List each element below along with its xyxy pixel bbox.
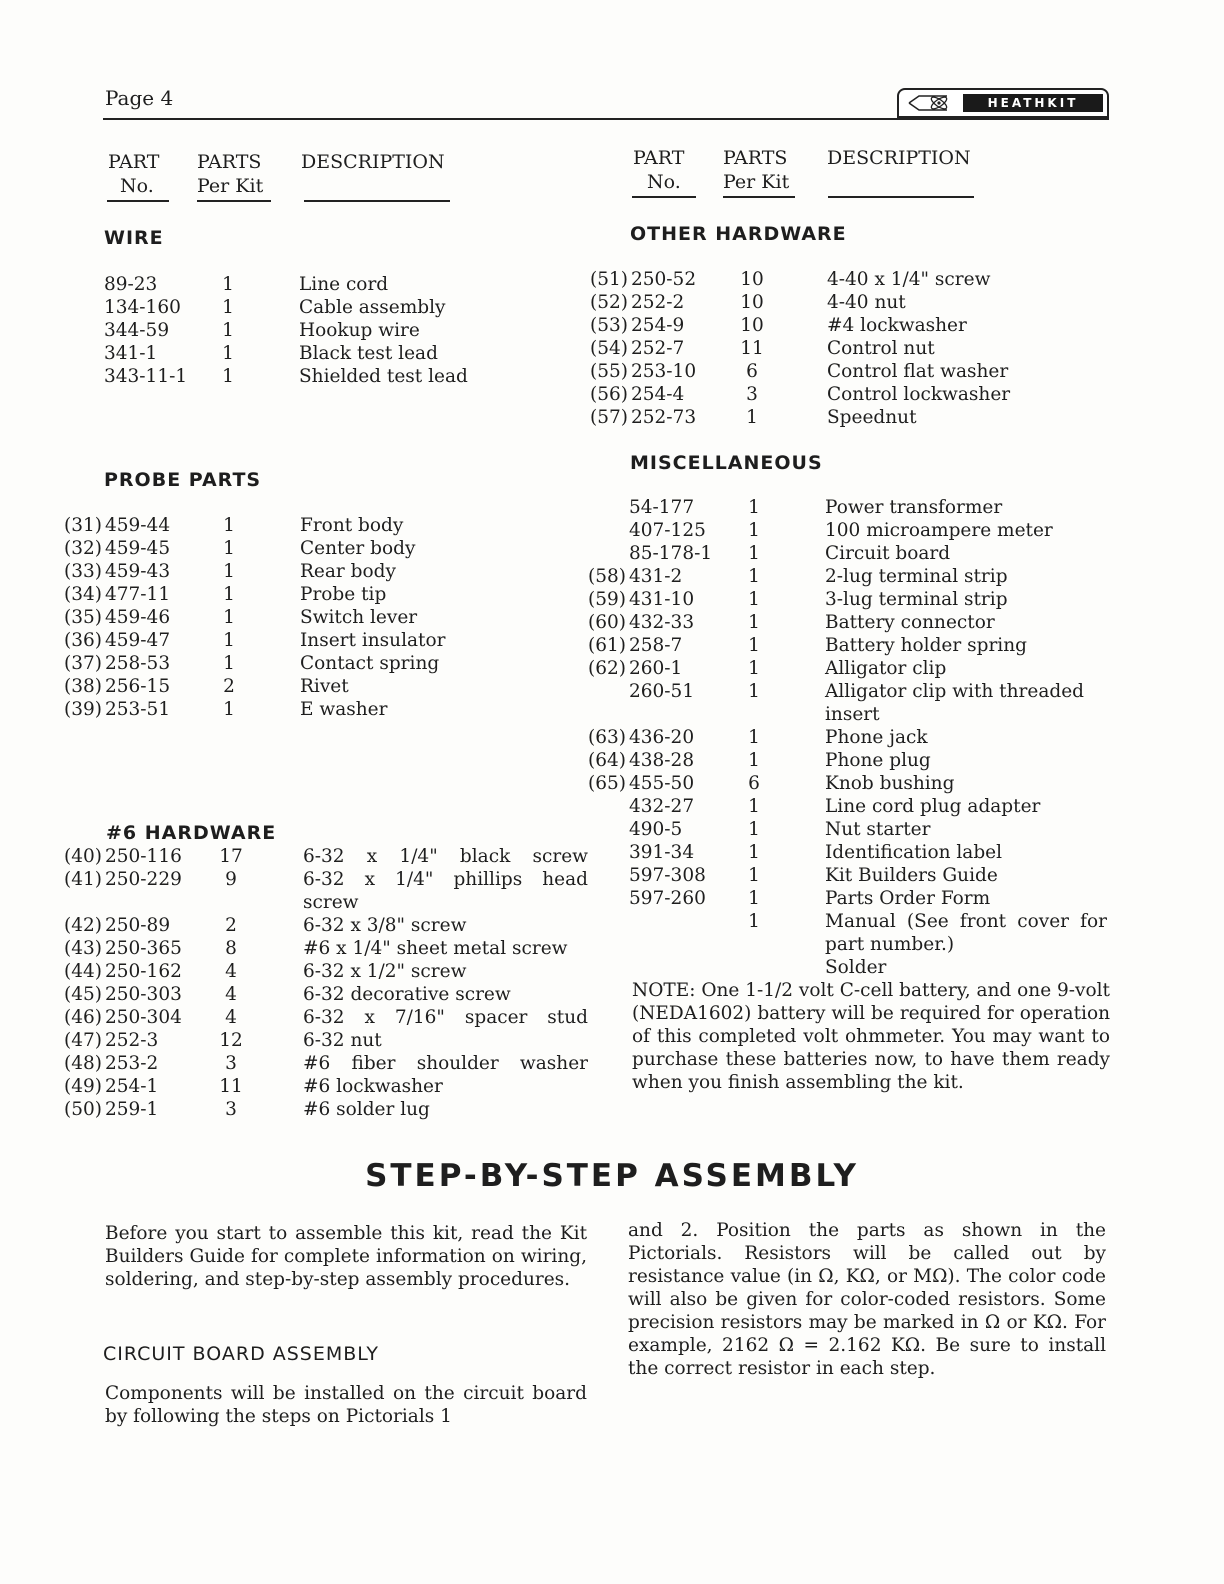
part-key-number: (57) bbox=[590, 407, 628, 428]
part-key-number: (47) bbox=[64, 1030, 102, 1051]
part-description: Solder bbox=[825, 957, 887, 978]
parts-per-kit: 1 bbox=[748, 658, 760, 679]
part-description: Alligator clip bbox=[825, 658, 947, 679]
parts-per-kit: 2 bbox=[225, 915, 237, 936]
parts-per-kit: 4 bbox=[225, 1007, 237, 1028]
parts-per-kit: 1 bbox=[223, 653, 235, 674]
part-description: Rear body bbox=[300, 561, 396, 582]
header-rule-part bbox=[107, 200, 169, 202]
part-description: #6 solder lug bbox=[303, 1099, 430, 1120]
part-key-number: (53) bbox=[590, 315, 628, 336]
part-row bbox=[0, 588, 1224, 611]
part-description: Battery connector bbox=[825, 612, 995, 633]
part-row bbox=[0, 291, 1224, 314]
part-description: Line cord plug adapter bbox=[825, 796, 1041, 817]
header-rule-desc-right bbox=[828, 196, 974, 198]
part-row bbox=[0, 887, 1224, 910]
part-description: #6 x 1/4" sheet metal screw bbox=[303, 938, 568, 959]
parts-per-kit: 1 bbox=[223, 607, 235, 628]
part-description: Identification label bbox=[825, 842, 1003, 863]
part-number: 597-260 bbox=[629, 888, 706, 909]
part-number: 253-51 bbox=[105, 699, 171, 720]
section-heading-other-hardware: OTHER HARDWARE bbox=[630, 223, 847, 245]
parts-per-kit: 12 bbox=[219, 1030, 243, 1051]
part-number: 459-44 bbox=[105, 515, 171, 536]
assembly-right-text: and 2. Position the parts as shown in the Pictorials. Resistors will be called out by resistance value (in Ω, KΩ, or MΩ). The color code will also be given for color-coded resistors. Some precision resistors may be marked in Ω or KΩ. For example, 2162 Ω = 2.162 KΩ. Be sure to install the correct resistor in each step. bbox=[628, 1220, 1106, 1379]
part-description: Power transformer bbox=[825, 497, 1003, 518]
part-key-number: (33) bbox=[64, 561, 102, 582]
part-number: 250-303 bbox=[105, 984, 182, 1005]
part-number: 250-162 bbox=[105, 961, 182, 982]
assembly-intro: Before you start to assemble this kit, read the Kit Builders Guide for complete information on wiring, soldering, and step-by-step assembly procedures. bbox=[105, 1223, 587, 1290]
part-description: 100 microampere meter bbox=[825, 520, 1053, 541]
part-description: Insert insulator bbox=[300, 630, 446, 651]
part-key-number: (63) bbox=[588, 727, 626, 748]
part-key-number: (64) bbox=[588, 750, 626, 771]
part-description: Black test lead bbox=[299, 343, 438, 364]
part-description: Kit Builders Guide bbox=[825, 865, 998, 886]
part-number: 438-28 bbox=[629, 750, 695, 771]
parts-per-kit: 8 bbox=[225, 938, 237, 959]
header-part-label: PART bbox=[108, 151, 160, 173]
parts-per-kit: 1 bbox=[222, 297, 234, 318]
part-number: 258-53 bbox=[105, 653, 171, 674]
part-number: 254-9 bbox=[631, 315, 685, 336]
header-description-right: DESCRIPTION bbox=[827, 147, 971, 169]
part-number: 459-47 bbox=[105, 630, 171, 651]
parts-per-kit: 10 bbox=[740, 269, 764, 290]
parts-per-kit: 1 bbox=[223, 584, 235, 605]
part-number: 343-11-1 bbox=[104, 366, 188, 387]
part-description: 2-lug terminal strip bbox=[825, 566, 1008, 587]
part-description: Control flat washer bbox=[827, 361, 1009, 382]
header-part-no-right bbox=[633, 146, 684, 194]
part-number: 459-46 bbox=[105, 607, 171, 628]
header-parts-per-kit bbox=[197, 150, 263, 198]
part-row bbox=[0, 864, 1224, 887]
part-number: 431-10 bbox=[629, 589, 695, 610]
parts-per-kit: 1 bbox=[748, 635, 760, 656]
header-per-kit-label-right: Per Kit bbox=[723, 171, 790, 193]
part-row bbox=[0, 565, 1224, 588]
part-description: 6-32 x 1/4" black screw bbox=[303, 846, 588, 867]
part-number: 250-52 bbox=[631, 269, 697, 290]
part-row bbox=[0, 314, 1224, 337]
part-key-number: (39) bbox=[64, 699, 102, 720]
part-row bbox=[0, 910, 1224, 933]
part-description: 6-32 x 1/2" screw bbox=[303, 961, 467, 982]
part-number: 259-1 bbox=[105, 1099, 159, 1120]
part-key-number: (51) bbox=[590, 269, 628, 290]
part-description: E washer bbox=[300, 699, 388, 720]
part-description: 6-32 x 3/8" screw bbox=[303, 915, 467, 936]
part-description: Circuit board bbox=[825, 543, 951, 564]
part-description: #6 lockwasher bbox=[303, 1076, 443, 1097]
part-key-number: (42) bbox=[64, 915, 102, 936]
part-number: 431-2 bbox=[629, 566, 683, 587]
part-number: 432-33 bbox=[629, 612, 695, 633]
part-key-number: (46) bbox=[64, 1007, 102, 1028]
header-rule-parts-right bbox=[723, 196, 795, 198]
part-key-number: (48) bbox=[64, 1053, 102, 1074]
part-description: #6 fiber shoulder washer bbox=[303, 1053, 588, 1074]
part-key-number: (62) bbox=[588, 658, 626, 679]
parts-per-kit: 1 bbox=[748, 865, 760, 886]
part-key-number: (65) bbox=[588, 773, 626, 794]
parts-per-kit: 1 bbox=[222, 343, 234, 364]
part-number: 436-20 bbox=[629, 727, 695, 748]
parts-per-kit: 3 bbox=[225, 1099, 237, 1120]
part-description: #4 lockwasher bbox=[827, 315, 967, 336]
part-key-number: (31) bbox=[64, 515, 102, 536]
part-key-number: (35) bbox=[64, 607, 102, 628]
part-key-number: (34) bbox=[64, 584, 102, 605]
part-key-number: (52) bbox=[590, 292, 628, 313]
parts-per-kit: 17 bbox=[219, 846, 243, 867]
part-number: 254-1 bbox=[105, 1076, 159, 1097]
parts-per-kit: 1 bbox=[222, 320, 234, 341]
part-description: Alligator clip with threaded bbox=[825, 681, 1084, 702]
part-number: 252-2 bbox=[631, 292, 685, 313]
part-key-number: (32) bbox=[64, 538, 102, 559]
part-number: 459-43 bbox=[105, 561, 171, 582]
part-key-number: (38) bbox=[64, 676, 102, 697]
parts-per-kit: 1 bbox=[748, 497, 760, 518]
parts-per-kit: 1 bbox=[223, 538, 235, 559]
part-number: 341-1 bbox=[104, 343, 158, 364]
parts-per-kit: 1 bbox=[748, 612, 760, 633]
part-number: 407-125 bbox=[629, 520, 706, 541]
section-heading-probe-parts: PROBE PARTS bbox=[104, 469, 262, 491]
part-description: Switch lever bbox=[300, 607, 418, 628]
parts-per-kit: 1 bbox=[222, 366, 234, 387]
header-description: DESCRIPTION bbox=[301, 151, 445, 173]
circuit-board-text: Components will be installed on the circuit board by following the steps on Pictorials 1 bbox=[105, 1383, 587, 1427]
parts-per-kit: 1 bbox=[223, 630, 235, 651]
parts-per-kit: 4 bbox=[225, 961, 237, 982]
part-row-continued bbox=[0, 703, 1224, 726]
brand-name: HEATHKIT bbox=[963, 94, 1103, 112]
header-parts-per-kit-right bbox=[723, 146, 789, 194]
part-key-number: (44) bbox=[64, 961, 102, 982]
part-key-number: (36) bbox=[64, 630, 102, 651]
parts-per-kit: 6 bbox=[746, 361, 758, 382]
part-number: 260-51 bbox=[629, 681, 695, 702]
parts-per-kit: 6 bbox=[748, 773, 760, 794]
part-row bbox=[0, 519, 1224, 542]
part-description: Center body bbox=[300, 538, 416, 559]
part-description: Knob bushing bbox=[825, 773, 955, 794]
parts-per-kit: 1 bbox=[748, 727, 760, 748]
part-number: 252-3 bbox=[105, 1030, 159, 1051]
part-number: 85-178-1 bbox=[629, 543, 713, 564]
part-row bbox=[0, 337, 1224, 360]
part-description: Battery holder spring bbox=[825, 635, 1027, 656]
part-key-number: (60) bbox=[588, 612, 626, 633]
header-parts-label: PARTS bbox=[197, 151, 262, 173]
parts-per-kit: 1 bbox=[746, 407, 758, 428]
parts-per-kit: 1 bbox=[748, 819, 760, 840]
part-number: 250-89 bbox=[105, 915, 171, 936]
part-key-number: (58) bbox=[588, 566, 626, 587]
part-number: 54-177 bbox=[629, 497, 695, 518]
parts-per-kit: 3 bbox=[225, 1053, 237, 1074]
parts-per-kit: 9 bbox=[225, 869, 237, 890]
part-description: 4-40 x 1/4" screw bbox=[827, 269, 991, 290]
heathkit-atom-icon bbox=[907, 94, 959, 112]
parts-per-kit: 1 bbox=[223, 699, 235, 720]
header-rule-parts bbox=[197, 200, 271, 202]
parts-per-kit: 1 bbox=[748, 911, 760, 932]
part-number: 260-1 bbox=[629, 658, 683, 679]
part-number: 344-59 bbox=[104, 320, 170, 341]
parts-per-kit: 1 bbox=[222, 274, 234, 295]
header-parts-label-right: PARTS bbox=[723, 147, 788, 169]
part-row bbox=[0, 795, 1224, 818]
part-row bbox=[0, 680, 1224, 703]
part-number: 258-7 bbox=[629, 635, 683, 656]
part-number: 134-160 bbox=[104, 297, 181, 318]
part-description: 6-32 x 1/4" phillips head bbox=[303, 869, 588, 890]
header-rule-desc bbox=[304, 200, 450, 202]
parts-per-kit: 1 bbox=[748, 842, 760, 863]
section-title-step-by-step-assembly: STEP-BY-STEP ASSEMBLY bbox=[365, 1158, 859, 1194]
parts-per-kit: 2 bbox=[223, 676, 235, 697]
section-heading-miscellaneous: MISCELLANEOUS bbox=[630, 452, 823, 474]
part-description: 6-32 x 7/16" spacer stud bbox=[303, 1007, 588, 1028]
header-part-label-right: PART bbox=[633, 147, 685, 169]
parts-per-kit: 10 bbox=[740, 315, 764, 336]
header-per-kit-label: Per Kit bbox=[197, 175, 264, 197]
part-row bbox=[0, 1098, 1224, 1121]
part-description: Probe tip bbox=[300, 584, 387, 605]
part-row bbox=[0, 818, 1224, 841]
parts-per-kit: 10 bbox=[740, 292, 764, 313]
header-rule-part-right bbox=[632, 196, 696, 198]
part-description: 4-40 nut bbox=[827, 292, 906, 313]
heathkit-logo bbox=[897, 88, 1109, 118]
part-row bbox=[0, 268, 1224, 291]
page-number: Page 4 bbox=[105, 86, 174, 110]
parts-per-kit: 1 bbox=[223, 515, 235, 536]
part-description: Nut starter bbox=[825, 819, 931, 840]
part-description: Control lockwasher bbox=[827, 384, 1011, 405]
part-key-number: (55) bbox=[590, 361, 628, 382]
part-description: Speednut bbox=[827, 407, 917, 428]
part-description: Shielded test lead bbox=[299, 366, 468, 387]
part-key-number: (45) bbox=[64, 984, 102, 1005]
part-row bbox=[0, 749, 1224, 772]
part-number: 253-2 bbox=[105, 1053, 159, 1074]
part-number: 256-15 bbox=[105, 676, 171, 697]
part-number: 89-23 bbox=[104, 274, 158, 295]
part-number: 459-45 bbox=[105, 538, 171, 559]
part-number: 432-27 bbox=[629, 796, 695, 817]
part-number: 253-10 bbox=[631, 361, 697, 382]
part-description: 6-32 nut bbox=[303, 1030, 382, 1051]
part-key-number: (54) bbox=[590, 338, 628, 359]
part-description: Rivet bbox=[300, 676, 349, 697]
battery-note: NOTE: One 1-1/2 volt C-cell battery, and one 9-volt (NEDA1602) battery will be required for operation of this completed volt ohmmeter. You may want to purchase these batteries now, to have them ready when you finish assembling the kit. bbox=[632, 980, 1110, 1093]
part-description-continued: insert bbox=[825, 704, 880, 725]
part-description: Cable assembly bbox=[299, 297, 446, 318]
parts-per-kit: 1 bbox=[748, 796, 760, 817]
parts-per-kit: 4 bbox=[225, 984, 237, 1005]
part-key-number: (43) bbox=[64, 938, 102, 959]
part-key-number: (40) bbox=[64, 846, 102, 867]
part-description: Parts Order Form bbox=[825, 888, 991, 909]
part-row bbox=[0, 542, 1224, 565]
part-row bbox=[0, 634, 1224, 657]
part-row-continued bbox=[0, 933, 1224, 956]
part-number: 391-34 bbox=[629, 842, 695, 863]
part-description: Phone jack bbox=[825, 727, 928, 748]
part-row bbox=[0, 956, 1224, 979]
parts-per-kit: 1 bbox=[223, 561, 235, 582]
part-key-number: (50) bbox=[64, 1099, 102, 1120]
circuit-board-assembly-heading: CIRCUIT BOARD ASSEMBLY bbox=[103, 1343, 379, 1365]
part-number: 250-116 bbox=[105, 846, 182, 867]
section-heading-6-hardware: #6 HARDWARE bbox=[106, 822, 277, 844]
part-row bbox=[0, 611, 1224, 634]
part-row bbox=[0, 496, 1224, 519]
part-number: 490-5 bbox=[629, 819, 683, 840]
part-number: 250-365 bbox=[105, 938, 182, 959]
part-key-number: (41) bbox=[64, 869, 102, 890]
parts-per-kit: 1 bbox=[748, 681, 760, 702]
part-key-number: (49) bbox=[64, 1076, 102, 1097]
part-number: 250-304 bbox=[105, 1007, 182, 1028]
part-description: Hookup wire bbox=[299, 320, 420, 341]
part-description: 6-32 decorative screw bbox=[303, 984, 511, 1005]
part-description: Manual (See front cover for bbox=[825, 911, 1107, 932]
part-description-continued: screw bbox=[303, 892, 359, 913]
parts-per-kit: 11 bbox=[740, 338, 764, 359]
part-description-continued: part number.) bbox=[825, 934, 955, 955]
parts-per-kit: 3 bbox=[746, 384, 758, 405]
parts-per-kit: 1 bbox=[748, 543, 760, 564]
part-row bbox=[0, 657, 1224, 680]
part-number: 477-11 bbox=[105, 584, 171, 605]
part-row bbox=[0, 360, 1224, 383]
part-row bbox=[0, 841, 1224, 864]
part-description: 3-lug terminal strip bbox=[825, 589, 1008, 610]
header-no-label: No. bbox=[120, 175, 154, 197]
parts-per-kit: 1 bbox=[748, 888, 760, 909]
part-number: 254-4 bbox=[631, 384, 685, 405]
part-row bbox=[0, 726, 1224, 749]
part-description: Line cord bbox=[299, 274, 389, 295]
part-row bbox=[0, 772, 1224, 795]
part-key-number: (56) bbox=[590, 384, 628, 405]
section-heading-wire: WIRE bbox=[104, 227, 164, 249]
part-number: 250-229 bbox=[105, 869, 182, 890]
part-row bbox=[0, 383, 1224, 406]
header-rule bbox=[103, 118, 1109, 120]
parts-per-kit: 1 bbox=[748, 520, 760, 541]
part-number: 597-308 bbox=[629, 865, 706, 886]
part-number: 252-7 bbox=[631, 338, 685, 359]
part-key-number: (59) bbox=[588, 589, 626, 610]
parts-per-kit: 1 bbox=[748, 566, 760, 587]
part-description: Front body bbox=[300, 515, 404, 536]
part-description: Contact spring bbox=[300, 653, 440, 674]
part-number: 252-73 bbox=[631, 407, 697, 428]
parts-per-kit: 1 bbox=[748, 750, 760, 771]
parts-per-kit: 11 bbox=[219, 1076, 243, 1097]
part-key-number: (37) bbox=[64, 653, 102, 674]
part-number: 455-50 bbox=[629, 773, 695, 794]
part-description: Control nut bbox=[827, 338, 935, 359]
part-description: Phone plug bbox=[825, 750, 931, 771]
parts-per-kit: 1 bbox=[748, 589, 760, 610]
header-part-no bbox=[108, 150, 159, 198]
part-row bbox=[0, 406, 1224, 429]
header-no-label-right: No. bbox=[647, 171, 681, 193]
part-key-number: (61) bbox=[588, 635, 626, 656]
